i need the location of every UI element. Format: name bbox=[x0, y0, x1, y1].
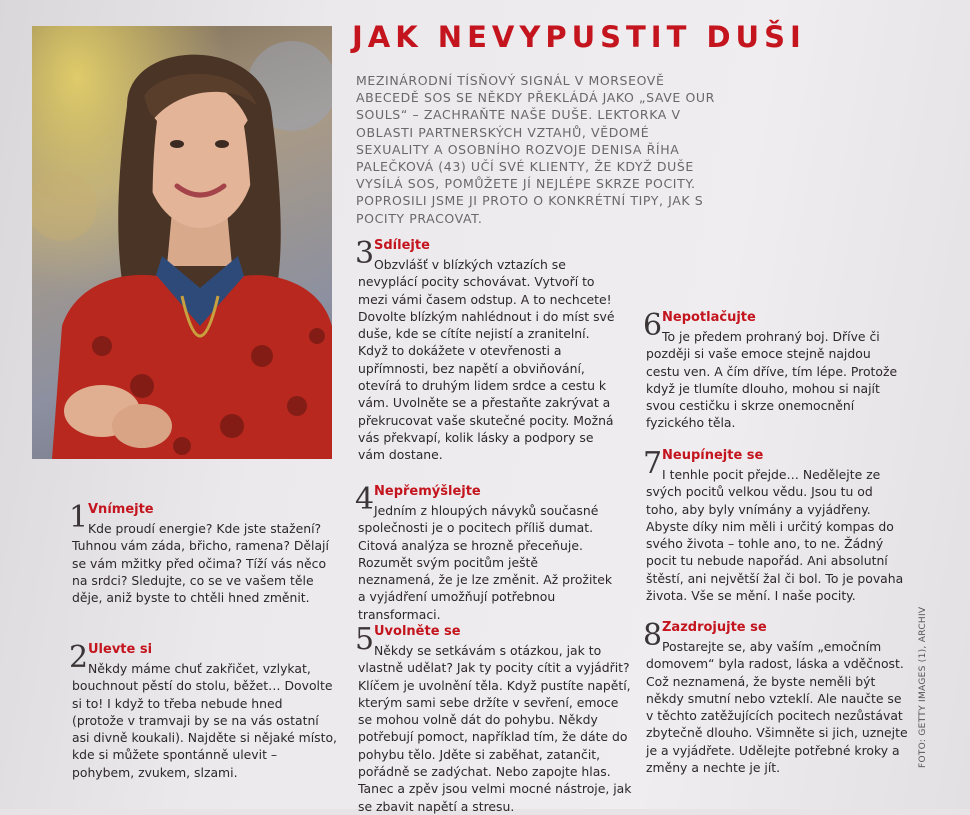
tip-section-7 bbox=[643, 446, 908, 604]
tip-title: Zazdrojujte se bbox=[662, 620, 767, 635]
tip-body: Jedním z hloupých návyků současné společnosti je o pocitech příliš dumat. Citová analýza se hrozně přeceňuje. Rozumět svým pocitům ještě neznamená, že je lze změnit. Až prožitek a vyjádření umožňují potřebnou transformaci. bbox=[358, 503, 613, 622]
tip-body: To je předem prohraný boj. Dříve či později si vaše emoce stejně najdou cestu ven. A čím dříve, tím lépe. Protože když je tlumíte dlouho, mohou si najít svou cestičku i skrze onemocnění fyzického těla. bbox=[646, 329, 898, 431]
tip-title: Nepotlačujte bbox=[662, 310, 756, 325]
tip-section-5 bbox=[355, 622, 634, 815]
tip-number: 5 bbox=[355, 622, 375, 657]
tip-body: Kde proudí energie? Kde jste stažení? Tuhnou vám záda, břicho, ramena? Dělají se vám mžitky před očima? Tíží vás něco na srdci? Sledujte, co se ve vašem těle děje, aniž byste to chtěli hned změnit. bbox=[72, 521, 329, 606]
tip-section-2 bbox=[69, 640, 338, 781]
portrait-photo bbox=[32, 26, 332, 459]
tip-title: Ulevte si bbox=[88, 642, 153, 657]
tip-number: 6 bbox=[643, 308, 663, 343]
tip-title: Uvolněte se bbox=[374, 624, 461, 639]
tip-section-3 bbox=[355, 236, 618, 464]
tip-section-8 bbox=[643, 618, 908, 776]
tip-body: Někdy se setkávám s otázkou, jak to vlastně udělat? Jak ty pocity cítit a vyjádřit? Klíčem je uvolnění těla. Když pustíte napětí, kterým sami sebe držíte v sevření, emoce se mohou volně dát do pohybu. Někdy potřebují pomoct, například tím, že dáte do pohybu tělo. Jděte si zaběhat, zatančit, pořádně se zadýchat. Nebo zapojte hlas. Tanec a zpěv jsou velmi mocné nástroje, jak se zbavit napětí a stresu. bbox=[358, 643, 632, 814]
portrait-illustration bbox=[32, 26, 332, 459]
tip-number: 3 bbox=[355, 236, 375, 271]
tip-body: Postarejte se, aby vaším „emočním domovem“ byla radost, láska a vděčnost. Což neznamená, že byste neměli být někdy smutní nebo vzteklí. Ale naučte se v těchto zatěžujících pocitech nezůstávat zbytečně dlouho. Všimněte si jich, uznejte je a vyjádřete. Udělejte potřebné kroky a změny a nechte je jít. bbox=[646, 639, 908, 776]
article-title: JAK NEVYPUSTIT DUŠI bbox=[352, 20, 806, 54]
tip-number: 2 bbox=[69, 640, 89, 675]
tip-number: 8 bbox=[643, 618, 663, 653]
tip-title: Neupínejte se bbox=[662, 448, 764, 463]
article-lead: MEZINÁRODNÍ TÍSŇOVÝ SIGNÁL V MORSEOVĚ ABECEDĚ SOS SE NĚKDY PŘEKLÁDÁ JAKO „SAVE OUR SOULS“ – ZACHRAŇTE NAŠE DUŠE. LEKTORKA V OBLASTI PARTNERSKÝCH VZTAHŮ, VĚDOMÉ SEXUALITY A OSOBNÍHO ROZVOJE DENISA ŘÍHA PALEČKOVÁ (43) UČÍ SVÉ KLIENTY, ŽE KDYŽ DUŠE VYSÍLÁ SOS, POMŮŽETE JÍ NEJLÉPE SKRZE POCITY. POPROSILI JSME JI PROTO O KONKRÉTNÍ TIPY, JAK S POCITY PRACOVAT. bbox=[356, 73, 715, 226]
tip-body: Někdy máme chuť zakřičet, vzlykat, bouchnout pěstí do stolu, běžet… Dovolte si to! I když to třeba nebude hned (protože v tramvaji by se na vás ostatní asi divně koukali). Najděte si nějaké místo, kde si můžete spontánně ulevit – pohybem, zvukem, slzami. bbox=[72, 661, 338, 780]
tip-number: 7 bbox=[643, 446, 663, 481]
tip-body: Obzvlášť v blízkých vztazích se nevyplácí pocity schovávat. Vytvoří to mezi vámi časem odstup. A to nechcete! Dovolte blízkým nahlédnout i do míst své duše, kde se cítíte nejistí a zranitelní. Když to dokážete v otevřenosti a upřímnosti, bez napětí a obviňování, otevírá to druhým lidem srdce a cestu k vám. Uvolněte se a přestaňte zakrývat a překrucovat vaše skutečné pocity. Možná vás překvapí, kolik lásky a podpory se vám dostane. bbox=[358, 257, 615, 463]
tip-number: 1 bbox=[69, 500, 89, 535]
tip-section-4 bbox=[355, 482, 618, 623]
tip-title: Sdílejte bbox=[374, 238, 430, 253]
tip-section-1 bbox=[69, 500, 338, 606]
tip-number: 4 bbox=[355, 482, 375, 517]
tip-title: Vnímejte bbox=[88, 502, 154, 517]
tip-body: I tenhle pocit přejde… Nedělejte ze svých pocitů velkou vědu. Jsou tu od toho, aby byly vnímány a vyjádřeny. Abyste díky nim měli i určitý kompas do svého života – tohle ano, to ne. Žádný pocit tu nebude napořád. Ani absolutní štěstí, ani největší žal či bol. To je povaha života. Vše se mění. I naše pocity. bbox=[646, 467, 904, 604]
photo-credit: FOTO: GETTY IMAGES (1), ARCHIV bbox=[918, 606, 928, 768]
tip-section-6 bbox=[643, 308, 906, 432]
tip-title: Nepřemýšlejte bbox=[374, 484, 481, 499]
